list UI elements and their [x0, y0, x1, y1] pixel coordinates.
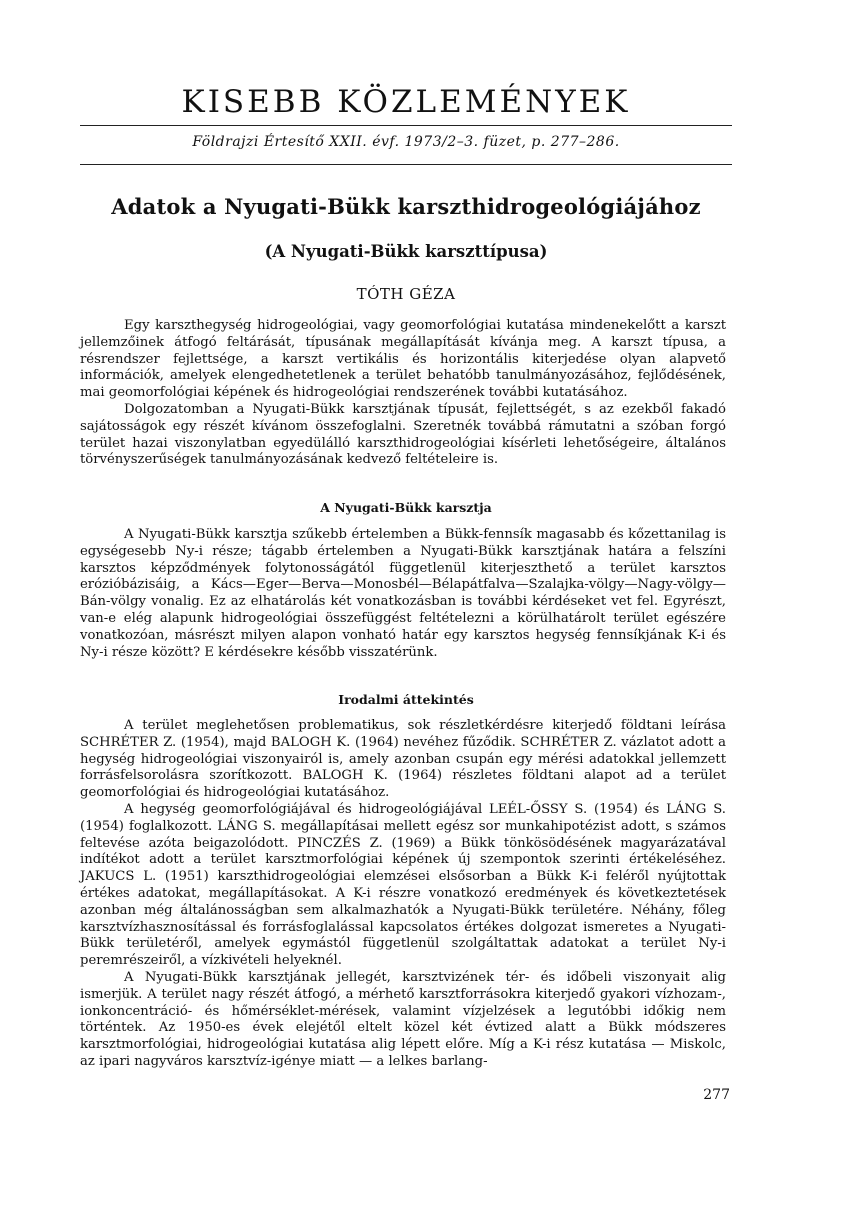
- section-heading: KISEBB KÖZLEMÉNYEK: [181, 84, 631, 120]
- article-title: Adatok a Nyugati-Bükk karszthidrogeológiájához: [111, 194, 701, 219]
- section-irodalom-body: [80, 718, 726, 1071]
- journal-citation: Földrajzi Értesítő XXII. évf. 1973/2–3. füzet, p. 277–286.: [192, 134, 620, 150]
- section-heading-irodalom: Irodalmi áttekintés: [338, 692, 474, 707]
- abstract-paragraph: Egy karszthegység hidrogeológiai, vagy geomorfológiai kutatása mindenekelőtt a karszt jellemzőinek átfogó feltárását, típusának megállapítását kívánja meg. A karszt típusa, a résrendszer fejlettsége, a karszt vertikális és horizontális kiterjedése olyan alapvető információk, amelyek elengedhetetlenek a terület behatóbb tanulmányozásához, fejlődésének, mai geomorfológiai képének és hidrogeológiai rendszerének további kutatásához.: [80, 318, 726, 401]
- header-rule-top: [80, 125, 732, 126]
- body-paragraph: A Nyugati-Bükk karsztjának jellegét, karsztvizének tér- és időbeli viszonyait alig ismerjük. A terület nagy részét átfogó, a mérhető karsztforrásokra kiterjedő gyakori vízhozam-, ionkoncentráció- és hőmérséklet-mérések, valamint vízjelzések a legutóbbi időkig nem történtek. Az 1950-es évek elejétől eltelt közel két évtized alatt a Bükk módszeres karsztmorfológiai, hidrogeológiai kutatása alig lépett előre. Míg a K-i rész kutatása — Miskolc, az ipari nagyváros karsztvíz-igénye miatt — a lelkes barlang-: [80, 969, 726, 1069]
- abstract: [80, 318, 726, 469]
- page-number: 277: [703, 1087, 730, 1103]
- article-author: TÓTH GÉZA: [356, 285, 456, 303]
- section-karszt-body: [80, 527, 726, 661]
- body-paragraph: A terület meglehetősen problematikus, sok részletkérdésre kiterjedő földtani leírása SCHRÉTER Z. (1954), majd BALOGH K. (1964) nevéhez fűződik. SCHRÉTER Z. vázlatot adott a hegység hidrogeológiai viszonyairól is, amely azonban csupán egy mérési adatokkal jellemzett forrásfelsorolásra szorítkozott. BALOGH K. (1964) részletes földtani alapot ad a terület geomorfológiai és hidrogeológiai kutatásához.: [80, 718, 726, 801]
- header-rule-bottom: [80, 164, 732, 165]
- article-subtitle: (A Nyugati-Bükk karszttípusa): [264, 242, 548, 261]
- section-heading-karszt: A Nyugati-Bükk karsztja: [320, 500, 492, 515]
- body-paragraph: A hegység geomorfológiájával és hidrogeológiájával LEÉL-ŐSSY S. (1954) és LÁNG S. (1954) foglalkozott. LÁNG S. megállapításai mellett egész sor munkahipotézist adott, s számos feltevése azóta beigazolódott. PINCZÉS Z. (1969) a Bükk tönkösödésének magyarázatával indítékot adott a terület karsztmorfológiai képének új szempontok szerinti értékeléséhez. JAKUCS L. (1951) karszthidrogeológiai elemzései elsősorban a Bükk K-i feléről nyújtottak értékes adatokat, megállapításokat. A K-i részre vonatkozó eredmények és következtetések azonban még általánosságban sem alkalmazhatók a Nyugati-Bükk területére. Néhány, főleg karsztvízhasznosítással és forrásfoglalással kapcsolatos értékes dolgozat ismeretes a Nyugati-Bükk területéről, amelyek egymástól függetlenül szolgáltattak adatokat a terület Ny-i peremrészeiről, a vízkivételi helyeknél.: [80, 801, 726, 969]
- abstract-paragraph: Dolgozatomban a Nyugati-Bükk karsztjának típusát, fejlettségét, s az ezekből fakadó sajátosságok egy részét kívánom összefoglalni. Szeretnék továbbá rámutatni a szóban forgó terület hazai viszonylatban egyedülálló karszthidrogeológiai kísérleti lehetőségeire, általános törvényszerűségek tanulmányozásának kedvező feltételeire is.: [80, 401, 726, 468]
- body-paragraph: A Nyugati-Bükk karsztja szűkebb értelemben a Bükk-fennsík magasabb és kőzettanilag is egységesebb Ny-i része; tágabb értelemben a Nyugati-Bükk karsztjának határa a felszíni karsztos képződmények folytonosságától függetlenül kiterjeszthető a terület karsztos erózióbázisáig, a Kács—Eger—Berva—Monosbél—Bélapátfalva—Szalajka-völgy—Nagy-völgy—Bán-völgy vonalig. Ez az elhatárolás két vonatkozásban is további kérdéseket vet fel. Egyrészt, van-e elég alapunk hidrogeológiai összefüggést feltételezni a körülhatárolt terület egészére vonatkozóan, másrészt milyen alapon vonható határ egy karsztos hegység fennsíkjának K-i és Ny-i része között? E kérdésekre később visszatérünk.: [80, 527, 726, 660]
